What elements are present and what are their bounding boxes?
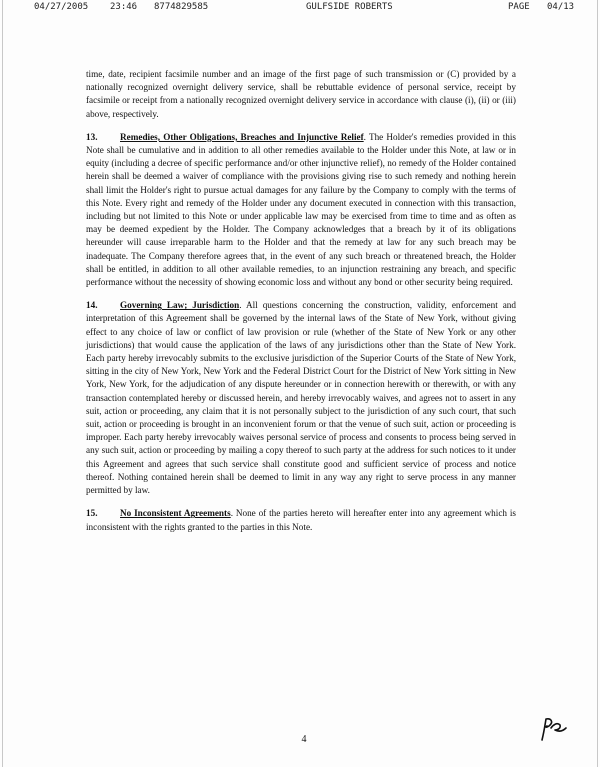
section-number: 13. [86, 131, 98, 142]
fax-page-label: PAGE [508, 2, 530, 12]
document-body [86, 68, 516, 544]
section-15 [86, 507, 516, 533]
section-title: No Inconsistent Agreements [120, 508, 231, 519]
intro-paragraph: time, date, recipient facsimile number and an image of the first page of such transmission or (C) provided by a nationally recognized overnight delivery service, shall be rebuttable evidence of personal service, receipt by facsimile or receipt from a nationally recognized overnight delivery service in accordance with clause (i), (ii) or (iii) above, respectively. [86, 69, 516, 119]
fax-date: 04/27/2005 [34, 2, 89, 12]
section-body: . All questions concerning the construction, validity, enforcement and interpretation of this Agreement shall be governed by the internal laws of the State of New York, without giving effect to any choice of law or conflict of law provision or rule (whether of the State of New York or any other jurisdictions) that would cause the application of the laws of any jurisdictions other than the State of New York. Each party hereby irrevocably submits to the exclusive jurisdiction of the Superior Courts of the State of New York, sitting in the city of New York, New York and the Federal District Court for the District of New York sitting in New York, New York, for the adjudication of any dispute hereunder or in connection herewith or therewith, or with any transaction contemplated hereby or discussed herein, and hereby irrevocably waives, and agrees not to assert in any suit, action or proceeding, any claim that it is not personally subject to the jurisdiction of any such court, that such suit, action or proceeding is brought in an inconvenient forum or that the venue of such suit, action or proceeding is improper. Each party hereby irrevocably waives personal service of process and consents to process being served in any such suit, action or proceeding by mailing a copy thereof to such party at the address for such notices to it under this Agreement and agrees that such service shall constitute good and sufficient service of process and notice thereof. Nothing contained herein shall be deemed to limit in any way any right to serve process in any manner permitted by law. [86, 300, 516, 496]
section-title: Governing Law; Jurisdiction [120, 300, 240, 311]
handwritten-initials [536, 716, 570, 742]
fax-phone: 8774829585 [154, 2, 209, 12]
section-body: . The Holder's remedies provided in this Note shall be cumulative and in addition to all other remedies available to the Holder under this Note, at law or in equity (including a decree of specific performance and/or other injunctive relief), no remedy of the Holder contained herein shall be deemed a waiver of compliance with the provisions giving rise to such remedy and nothing herein shall limit the Holder's right to pursue actual damages for any failure by the Company to comply with the terms of this Note. Every right and remedy of the Holder under any document executed in connection with this transaction, including but not limited to this Note or under applicable law may be exercised from time to time and as often as may be deemed expedient by the Holder. The Company acknowledges that a breach by it of its obligations hereunder will cause irreparable harm to the Holder and that the remedy at law for any such breach may be inadequate. The Company therefore agrees that, in the event of any such breach or threatened breach, the Holder shall be entitled, in addition to all other available remedies, to an injunction restraining any breach, and specific performance without the necessity of showing economic loss and without any bond or other security being required. [86, 131, 516, 288]
section-title: Remedies, Other Obligations, Breaches and Injunctive Relief [120, 131, 364, 142]
fax-time: 23:46 [110, 2, 138, 12]
section-number: 15. [86, 508, 98, 519]
scan-edge-left [2, 0, 3, 767]
fax-sender: GULFSIDE ROBERTS [306, 2, 393, 12]
fax-header [0, 2, 600, 16]
scan-edge-right [597, 0, 598, 767]
section-13 [86, 131, 516, 289]
section-body: . None of the parties hereto will hereafter enter into any agreement which is inconsistent with the rights granted to the parties in this Note. [86, 508, 516, 532]
section-14 [86, 299, 516, 497]
fax-page-number: 04/13 [547, 2, 575, 12]
section-number: 14. [86, 300, 98, 311]
page-number: 4 [301, 734, 307, 745]
